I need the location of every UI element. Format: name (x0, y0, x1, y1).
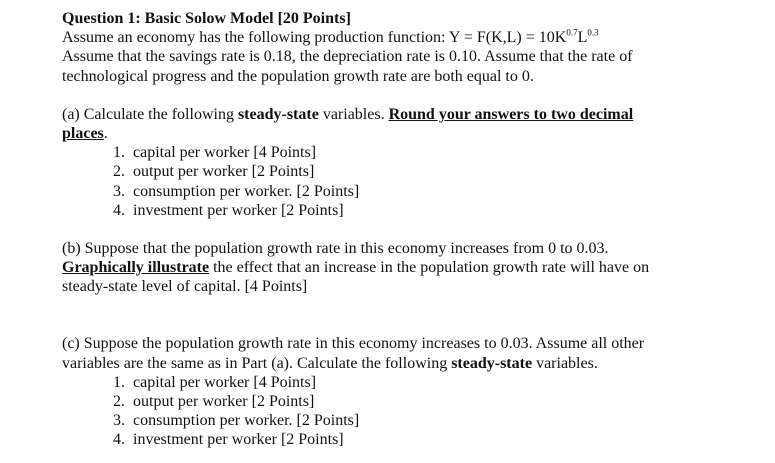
list-item (62, 411, 762, 430)
intro-l: L (577, 29, 588, 47)
list-text: output per worker [2 Points] (133, 393, 315, 410)
list-item (62, 201, 762, 220)
list-text: capital per worker [4 Points] (133, 373, 317, 391)
part-c-text: variables are the same as in Part (a). Calculate the following (62, 354, 452, 372)
part-c-steady-state: steady-state (451, 354, 533, 372)
list-item (62, 162, 762, 181)
document (62, 9, 762, 450)
part-a-period: . (103, 124, 108, 142)
part-a-list (62, 143, 762, 220)
exponent-k: 0.7 (566, 27, 578, 38)
part-a-rounding-note: Round your answers to two decimal (388, 105, 634, 123)
part-c-line-1: (c) Suppose the population growth rate in this economy increases to 0.03. Assume all other (62, 335, 645, 353)
list-number: 2. (113, 393, 125, 410)
list-number: 3. (113, 412, 125, 430)
list-item (62, 143, 762, 162)
list-text: consumption per worker. [2 Points] (133, 182, 360, 200)
part-a-steady-state: steady-state (237, 105, 319, 123)
part-a-text: (a) Calculate the following (62, 105, 238, 123)
list-text: consumption per worker. [2 Points] (133, 412, 360, 430)
part-b-line-2 (62, 258, 762, 277)
list-text: investment per worker [2 Points] (133, 201, 344, 219)
part-a-mid: variables. (318, 105, 389, 123)
list-text: output per worker [2 Points] (133, 163, 315, 181)
list-number: 2. (113, 163, 125, 181)
part-a-line-2 (62, 124, 762, 143)
list-number: 1. (113, 144, 125, 162)
part-b-graphically: Graphically illustrate (62, 259, 210, 277)
part-b-line-3: steady-state level of capital. [4 Points] (62, 278, 308, 296)
list-text: investment per worker [2 Points] (133, 431, 344, 449)
part-c-rest: variables. (532, 354, 598, 372)
part-b-line-1: (b) Suppose that the population growth rate in this economy increases from 0 to 0.03. (62, 239, 609, 257)
part-a-places: places (62, 124, 104, 142)
question-title: Question 1: Basic Solow Model [20 Points] (62, 10, 351, 27)
intro-line-2: Assume that the savings rate is 0.18, the depreciation rate is 0.10. Assume that the rate of (62, 48, 633, 66)
part-b-rest: the effect that an increase in the population growth rate will have on (209, 259, 650, 277)
list-number: 4. (113, 431, 125, 449)
intro-line-1 (62, 28, 762, 47)
part-a-line-1 (62, 105, 762, 124)
part-c-line-2 (62, 354, 762, 373)
exponent-l: 0.3 (587, 27, 599, 38)
list-item (62, 182, 762, 201)
intro-line-3: technological progress and the population growth rate are both equal to 0. (62, 67, 534, 85)
list-item (62, 373, 762, 392)
intro-text: Assume an economy has the following production function: Y = F(K,L) = 10K (62, 29, 567, 47)
list-number: 3. (113, 182, 125, 200)
list-item (62, 430, 762, 449)
list-number: 4. (113, 201, 125, 219)
list-item (62, 392, 762, 411)
part-c-list (62, 373, 762, 450)
list-text: capital per worker [4 Points] (133, 144, 317, 162)
list-number: 1. (113, 373, 125, 391)
